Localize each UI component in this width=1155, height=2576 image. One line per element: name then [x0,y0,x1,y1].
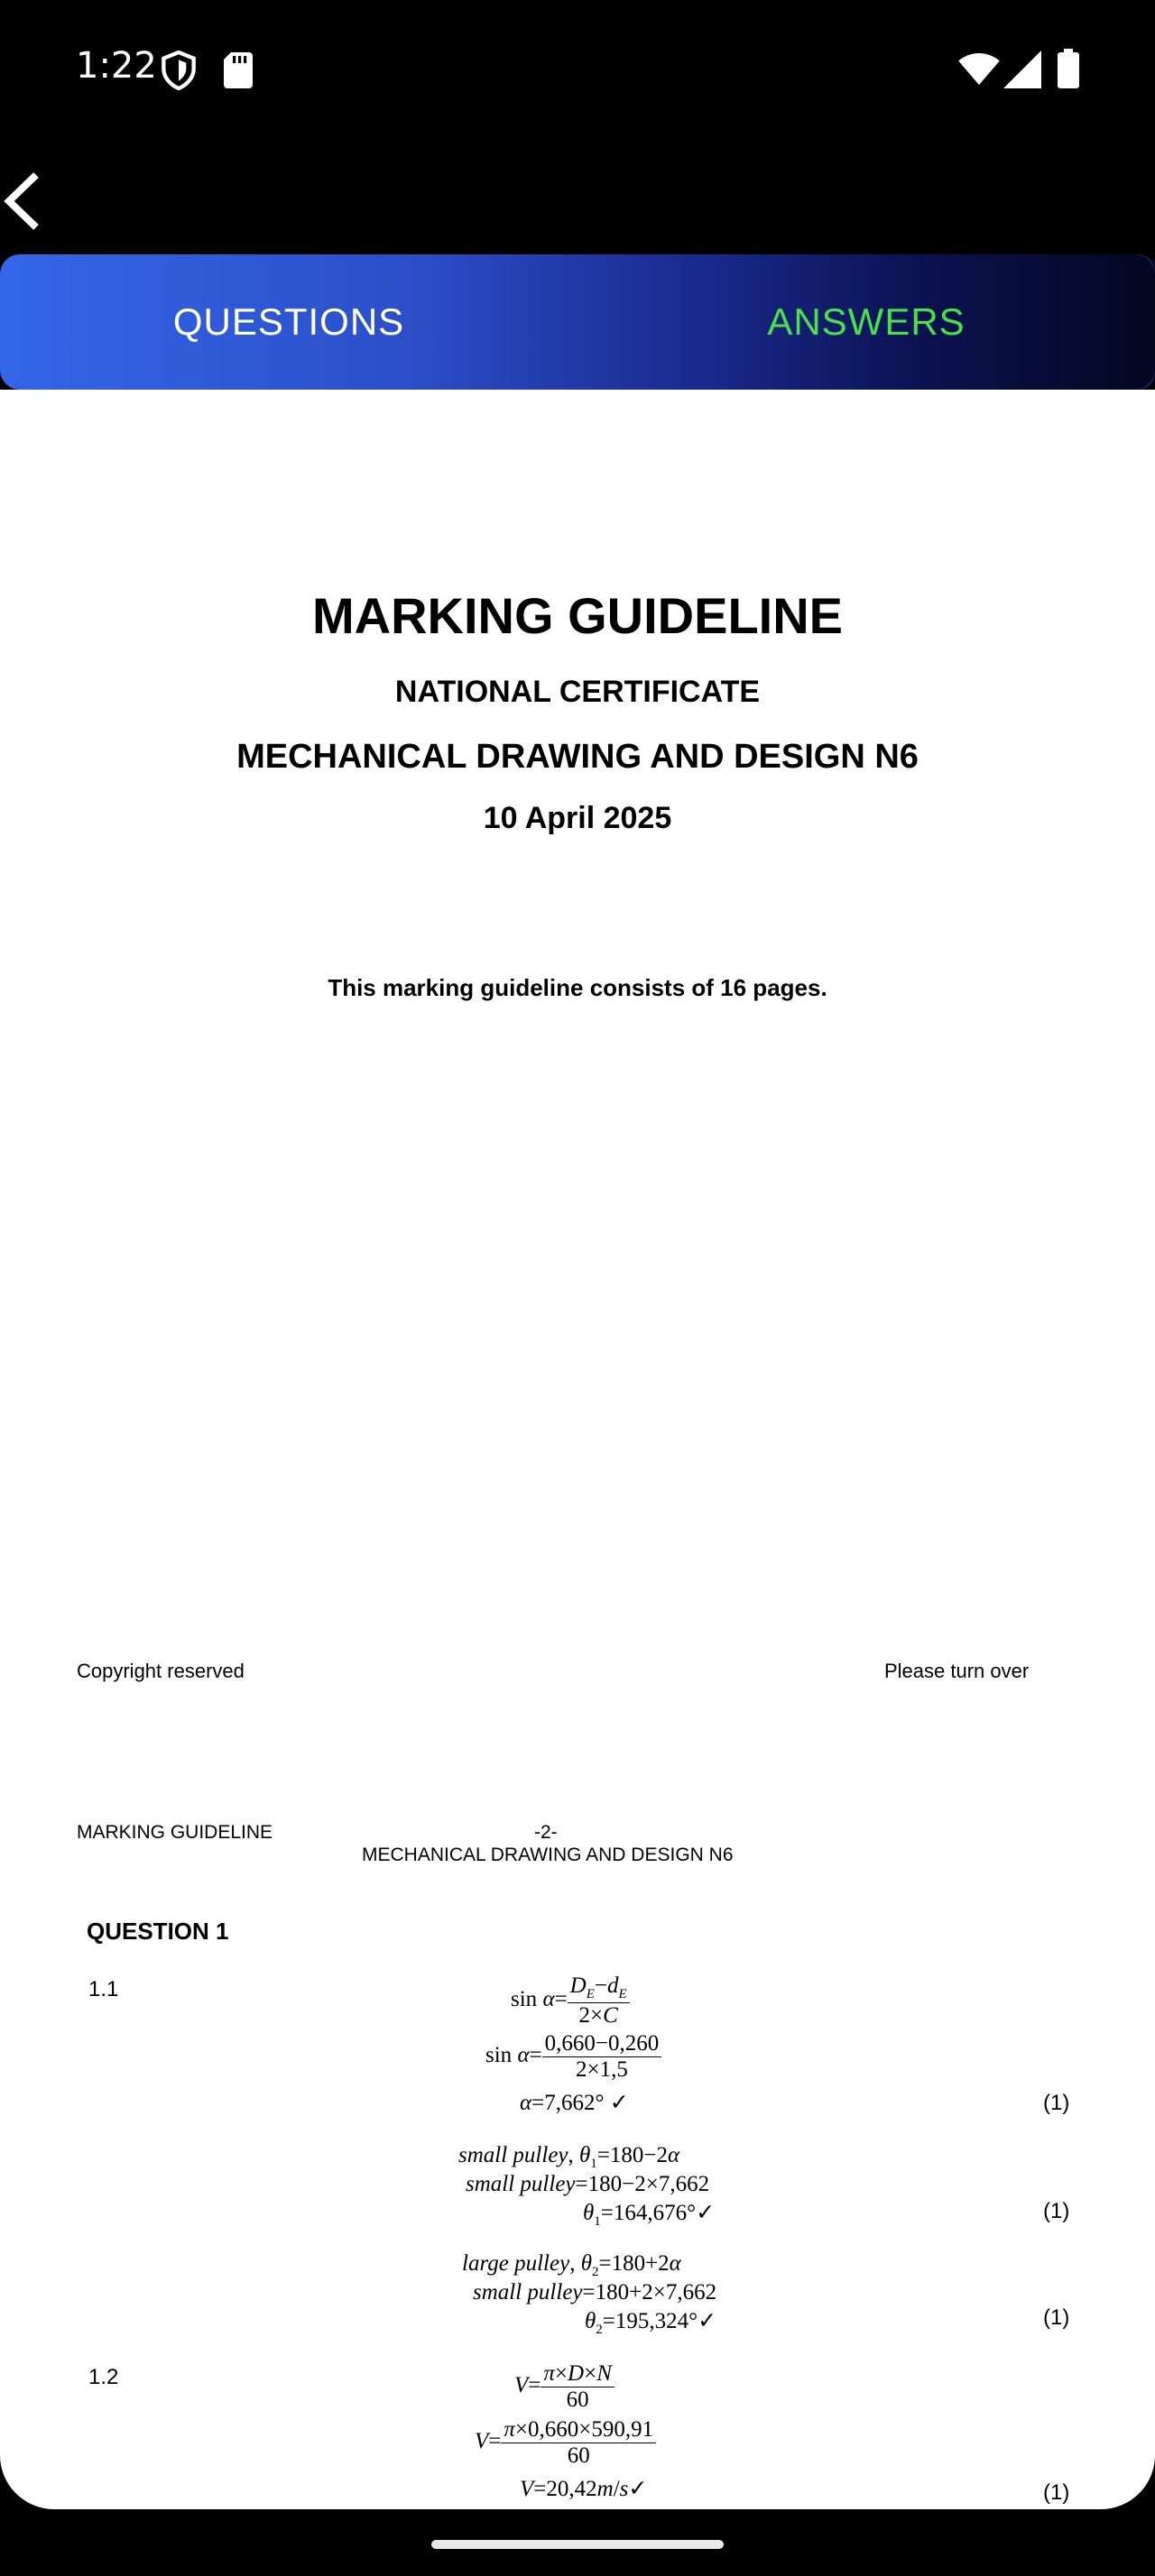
equation-large-pulley-values: small pulley=180+2×7,662 [473,2280,717,2305]
doc-date: 10 April 2025 [483,801,672,835]
mark-4: (1) [1043,2480,1070,2505]
doc-pages-note: This marking guideline consists of 16 pages. [328,974,827,1001]
equation-velocity-values: V= $\frac{\pi\times 0,660\times 590,91}{60}$ [475,2417,656,2469]
mark-1: (1) [1043,2091,1070,2115]
question-number-1-1: 1.1 [88,1977,119,2001]
shield-icon [161,51,197,90]
footer-turn-over: Please turn over [884,1660,1030,1682]
equation-small-pulley-theta1: small pulley, $\theta_1=180-2\alpha$ [458,2143,680,2171]
equation-sin-alpha-values: sin α= $\frac{0,660-0,260}{2\times 1,5}$ [485,2031,661,2083]
equation-sin-alpha: sin α= $\frac{D_E-d_E}{2\times C}$ [511,1973,630,2029]
battery-icon [1058,49,1079,88]
equation-theta2-result: $\theta_2=195,324^\circ✓$ [585,2309,717,2337]
footer-copyright: Copyright reserved [77,1660,245,1682]
doc-title: MARKING GUIDELINE [312,587,843,644]
wifi-icon [958,52,1000,87]
equation-velocity-result: V=20,42m/s✓ [520,2477,648,2501]
question-number-1-2: 1.2 [88,2365,119,2389]
equation-velocity: V= $\frac{\pi\times D\times N}{60}$ [514,2361,614,2413]
document-viewer[interactable] [0,390,1155,2509]
header-subject: MECHANICAL DRAWING AND DESIGN N6 [362,1845,734,1865]
doc-subtitle-subject: MECHANICAL DRAWING AND DESIGN N6 [236,738,919,776]
signal-icon [1003,51,1041,88]
equation-small-pulley-values: small pulley=180−2×7,662 [466,2172,710,2196]
sd-card-icon [224,52,253,88]
status-time: 1:22 [76,45,157,87]
equation-theta1-result: $\theta_1=164,676^\circ✓$ [583,2201,716,2229]
header-page-number: -2- [534,1822,558,1843]
tab-answers[interactable]: ANSWERS [767,300,966,343]
equation-large-pulley-theta2: large pulley, $\theta_2=180+2\alpha$ [462,2251,681,2279]
header-left: MARKING GUIDELINE [77,1822,273,1843]
tab-bar [0,254,1155,390]
back-arrow-icon[interactable] [0,170,45,233]
question-heading: QUESTION 1 [87,1918,229,1945]
equation-alpha-result: α=7,662° ✓ [520,2091,629,2115]
tab-questions[interactable]: QUESTIONS [172,300,405,343]
status-bar [0,0,1155,135]
home-gesture-handle[interactable] [431,2540,724,2549]
mark-2: (1) [1043,2199,1070,2223]
mark-3: (1) [1043,2305,1070,2330]
doc-subtitle-certificate: NATIONAL CERTIFICATE [394,675,761,709]
